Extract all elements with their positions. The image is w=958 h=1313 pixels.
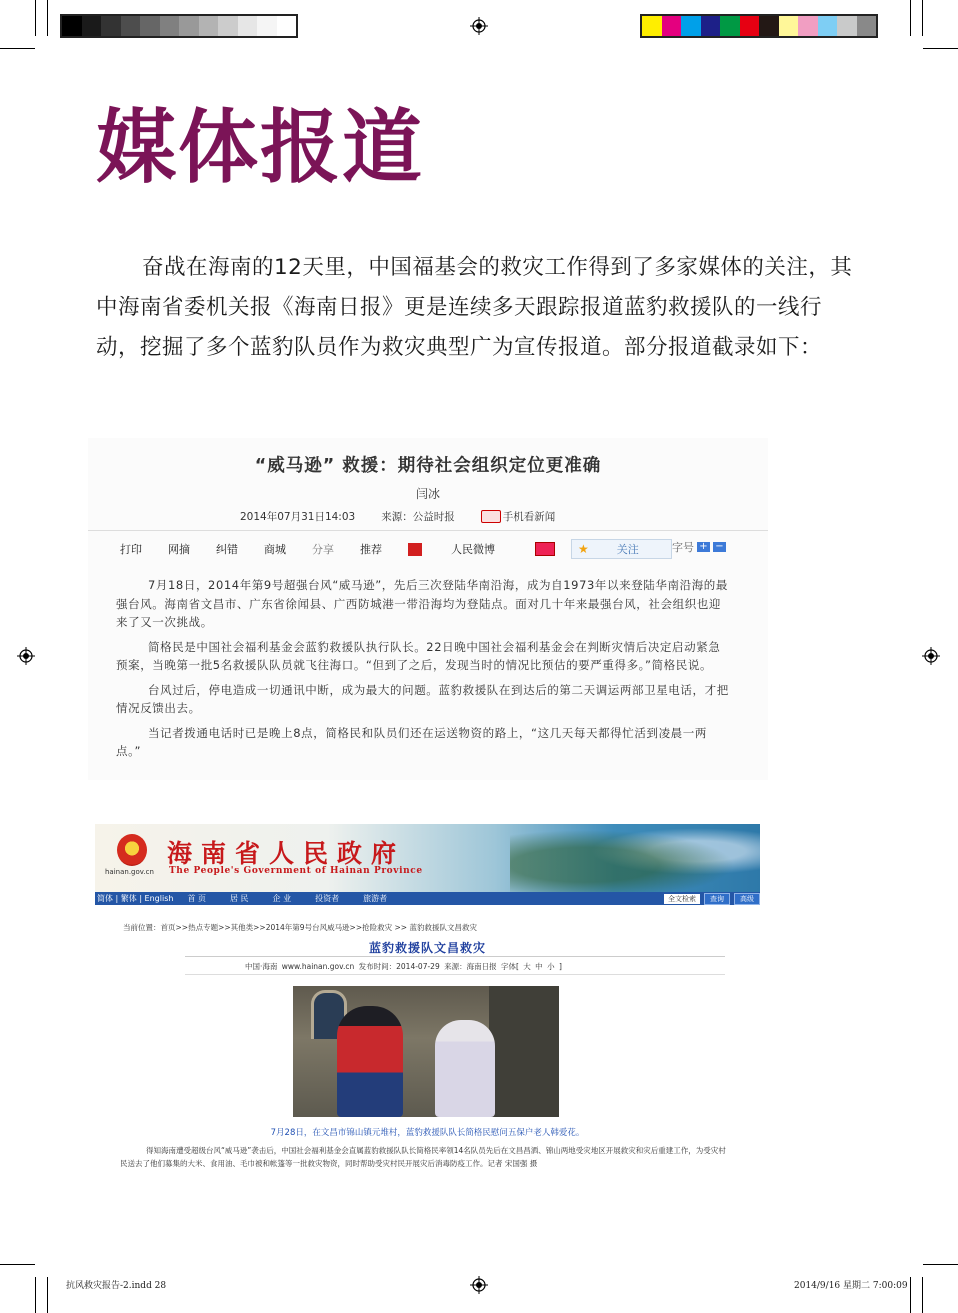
article-paragraph: 7月18日，2014年第9号超强台风“威马逊”，先后三次登陆华南沿海，成为自1973年以来登陆华南沿海的最强台风。海南省文昌市、广东省徐闻县、广西防城港一带沿海均为登陆点。面对几十年来最强台风，社会组织也迎来了又一次挑战。 xyxy=(116,578,729,629)
nav-item-investors[interactable]: 投资者 xyxy=(315,894,340,903)
font-size-label: 字号 xyxy=(672,541,694,554)
print-link[interactable]: 打印 xyxy=(120,543,142,556)
bleed-mark-top-right xyxy=(910,0,911,36)
gray-swatch-8 xyxy=(199,16,219,36)
gray-swatch-bar xyxy=(60,14,298,38)
star-icon: ★ xyxy=(578,542,589,556)
correct-link[interactable]: 纠错 xyxy=(216,543,238,556)
advanced-search-button[interactable]: 高级 xyxy=(734,893,760,905)
gray-swatch-2 xyxy=(82,16,102,36)
article-paragraph: 当记者拨通电话时已是晚上8点，简格民和队员们还在运送物资的路上，“这几天每天都得忙活到凌晨一两点。” xyxy=(116,725,707,758)
color-swatch-10 xyxy=(818,16,838,36)
gray-swatch-11 xyxy=(257,16,277,36)
gray-swatch-6 xyxy=(160,16,180,36)
divider xyxy=(185,956,725,957)
bleed-mark-bottom-right xyxy=(910,1277,911,1313)
color-swatch-9 xyxy=(798,16,818,36)
crop-mark-bottom-left-horizontal xyxy=(0,1264,35,1265)
color-swatch-3 xyxy=(681,16,701,36)
nav-item-tourists[interactable]: 旅游者 xyxy=(363,894,388,903)
crop-mark-bottom-right-vertical xyxy=(922,1277,923,1313)
registration-mark-bottom-icon xyxy=(470,1276,488,1294)
site-banner xyxy=(95,824,760,892)
recommend-link[interactable]: 推荐 xyxy=(360,543,382,556)
weibo-icon xyxy=(408,543,422,556)
article-title: 蓝豹救援队文昌救灾 xyxy=(368,941,486,955)
crop-mark-bottom-left-vertical xyxy=(35,1277,36,1313)
site-nav xyxy=(95,892,760,905)
gray-swatch-9 xyxy=(218,16,238,36)
excerpt-link[interactable]: 网摘 xyxy=(168,543,190,556)
color-swatch-2 xyxy=(662,16,682,36)
article-paragraph: 台风过后，停电造成一切通讯中断，成为最大的问题。蓝豹救援队在到达后的第二天调运两部卫星电话，才把情况反馈出去。 xyxy=(116,682,729,715)
color-swatch-1 xyxy=(642,16,662,36)
divider xyxy=(88,530,768,531)
follow-label: 关注 xyxy=(616,543,639,556)
photo-caption: 7月28日，在文昌市锦山镇元堆村，蓝豹救援队队长简格民慰问五保户老人韩爱花。 xyxy=(270,1128,585,1138)
registration-mark-left-icon xyxy=(17,647,35,665)
bleed-mark-top-left xyxy=(47,0,48,36)
share-link[interactable]: 分享 xyxy=(312,543,334,556)
registration-mark-top-icon xyxy=(470,17,488,35)
font-increase-icon[interactable]: + xyxy=(697,542,710,552)
article-info: 中国·海南 www.hainan.gov.cn 发布时间：2014-07-29 来源：海南日报 字体[ 大 中 小 ] xyxy=(245,962,562,971)
site-name-english: The People's Government of Hainan Province xyxy=(169,866,423,876)
nav-item-home[interactable]: 首 页 xyxy=(187,894,206,903)
rescue-photo xyxy=(293,986,559,1117)
site-url: hainan.gov.cn xyxy=(105,868,154,876)
breadcrumb: 当前位置：首页>>热点专题>>其他类>>2014年第9号台风威马逊>>抢险救灾 >> 蓝豹救援队文昌救灾 xyxy=(123,923,477,932)
mobile-news-link[interactable] xyxy=(481,509,556,524)
nav-item-business[interactable]: 企 业 xyxy=(272,894,292,903)
nav-item-residents[interactable]: 居 民 xyxy=(230,894,249,903)
follow-button[interactable] xyxy=(571,539,672,559)
banner-scenery xyxy=(510,824,760,892)
color-swatch-7 xyxy=(759,16,779,36)
article-body xyxy=(116,576,730,767)
crop-mark-bottom-right-horizontal xyxy=(923,1264,958,1265)
news-clipping-hainan-gov xyxy=(95,824,760,1200)
article-date: 2014年07月31日14:03 xyxy=(240,511,356,523)
crop-mark-top-right-horizontal xyxy=(923,48,958,49)
photo-rescuer xyxy=(337,1006,403,1117)
article-paragraph: 简格民是中国社会福利基金会蓝豹救援队执行队长。22日晚中国社会福利基金会在判断灾情后决定启动紧急预案，当晚第一批5名救援队队员就飞往海口。“但到了之后，发现当时的情况比预估的要严重得多。”简格民说。 xyxy=(116,639,721,672)
color-swatch-8 xyxy=(779,16,799,36)
color-swatch-11 xyxy=(837,16,857,36)
article-body: 得知海南遭受超级台风“威马逊”袭击后，中国社会福利基金会直属蓝豹救援队队长简格民率领14名队员先后在文昌昌洒、锦山两地受灾地区开展救灾和灾后重建工作，为受灾村民送去了他们募集的大米、食用油、毛巾被和帐篷等一批救灾物资，同时帮助受灾村民开展灾后消毒防疫工作。记者 宋国强 摄 xyxy=(120,1146,726,1168)
intro-paragraph xyxy=(96,248,856,368)
photo-elderly-woman xyxy=(435,1020,495,1117)
font-decrease-icon[interactable]: − xyxy=(713,542,726,552)
weibo-label: 人民微博 xyxy=(451,543,495,556)
mobile-icon xyxy=(481,510,501,523)
divider xyxy=(185,974,725,975)
article-toolbar xyxy=(120,539,698,559)
crop-mark-top-left-horizontal xyxy=(0,48,35,49)
site-search xyxy=(664,892,760,905)
gray-swatch-4 xyxy=(121,16,141,36)
slug-file-info: 抗风救灾报告-2.indd 28 xyxy=(66,1281,167,1291)
gray-swatch-1 xyxy=(62,16,82,36)
news-clipping-gongyi-times xyxy=(88,438,768,780)
bleed-mark-bottom-left xyxy=(47,1277,48,1313)
photo-wall xyxy=(489,986,559,1117)
color-swatch-4 xyxy=(701,16,721,36)
mall-link[interactable]: 商城 xyxy=(264,543,286,556)
crop-mark-top-right-vertical xyxy=(922,0,923,36)
gray-swatch-7 xyxy=(179,16,199,36)
article-source: 来源：公益时报 xyxy=(381,511,455,523)
article-author: 闫冰 xyxy=(415,487,440,501)
slug-timestamp: 2014/9/16 星期二 7:00:09 xyxy=(794,1281,908,1291)
page-heading: 媒体报道 xyxy=(96,101,424,194)
gray-swatch-5 xyxy=(140,16,160,36)
mobile-news-label: 手机看新闻 xyxy=(502,511,556,523)
color-swatch-6 xyxy=(740,16,760,36)
crop-mark-top-left-vertical xyxy=(35,0,36,36)
color-swatch-5 xyxy=(720,16,740,36)
registration-mark-right-icon xyxy=(922,647,940,665)
national-emblem-icon xyxy=(117,834,147,866)
people-weibo-button[interactable] xyxy=(408,541,521,557)
search-input[interactable]: 全文检索 xyxy=(664,894,700,904)
site-name: 海南省人民政府 xyxy=(167,839,406,868)
language-switch[interactable]: 简体 | 繁体 | English xyxy=(97,894,174,903)
font-size-control xyxy=(672,539,726,555)
gray-swatch-3 xyxy=(101,16,121,36)
query-button[interactable]: 查询 xyxy=(704,893,730,905)
color-swatch-12 xyxy=(857,16,877,36)
color-swatch-bar xyxy=(640,14,878,38)
gray-swatch-10 xyxy=(238,16,258,36)
article-title: “威马逊” 救援：期待社会组织定位更准确 xyxy=(254,456,602,476)
rss-icon[interactable] xyxy=(535,542,555,556)
gray-swatch-12 xyxy=(277,16,297,36)
intro-text: 奋战在海南的12天里，中国福基会的救灾工作得到了多家媒体的关注，其中海南省委机关报《海南日报》更是连续多天跟踪报道蓝豹救援队的一线行动，挖掘了多个蓝豹队员作为救灾典型广为宣传报道。部分报道截录如下： xyxy=(96,255,853,360)
article-meta xyxy=(240,509,555,524)
